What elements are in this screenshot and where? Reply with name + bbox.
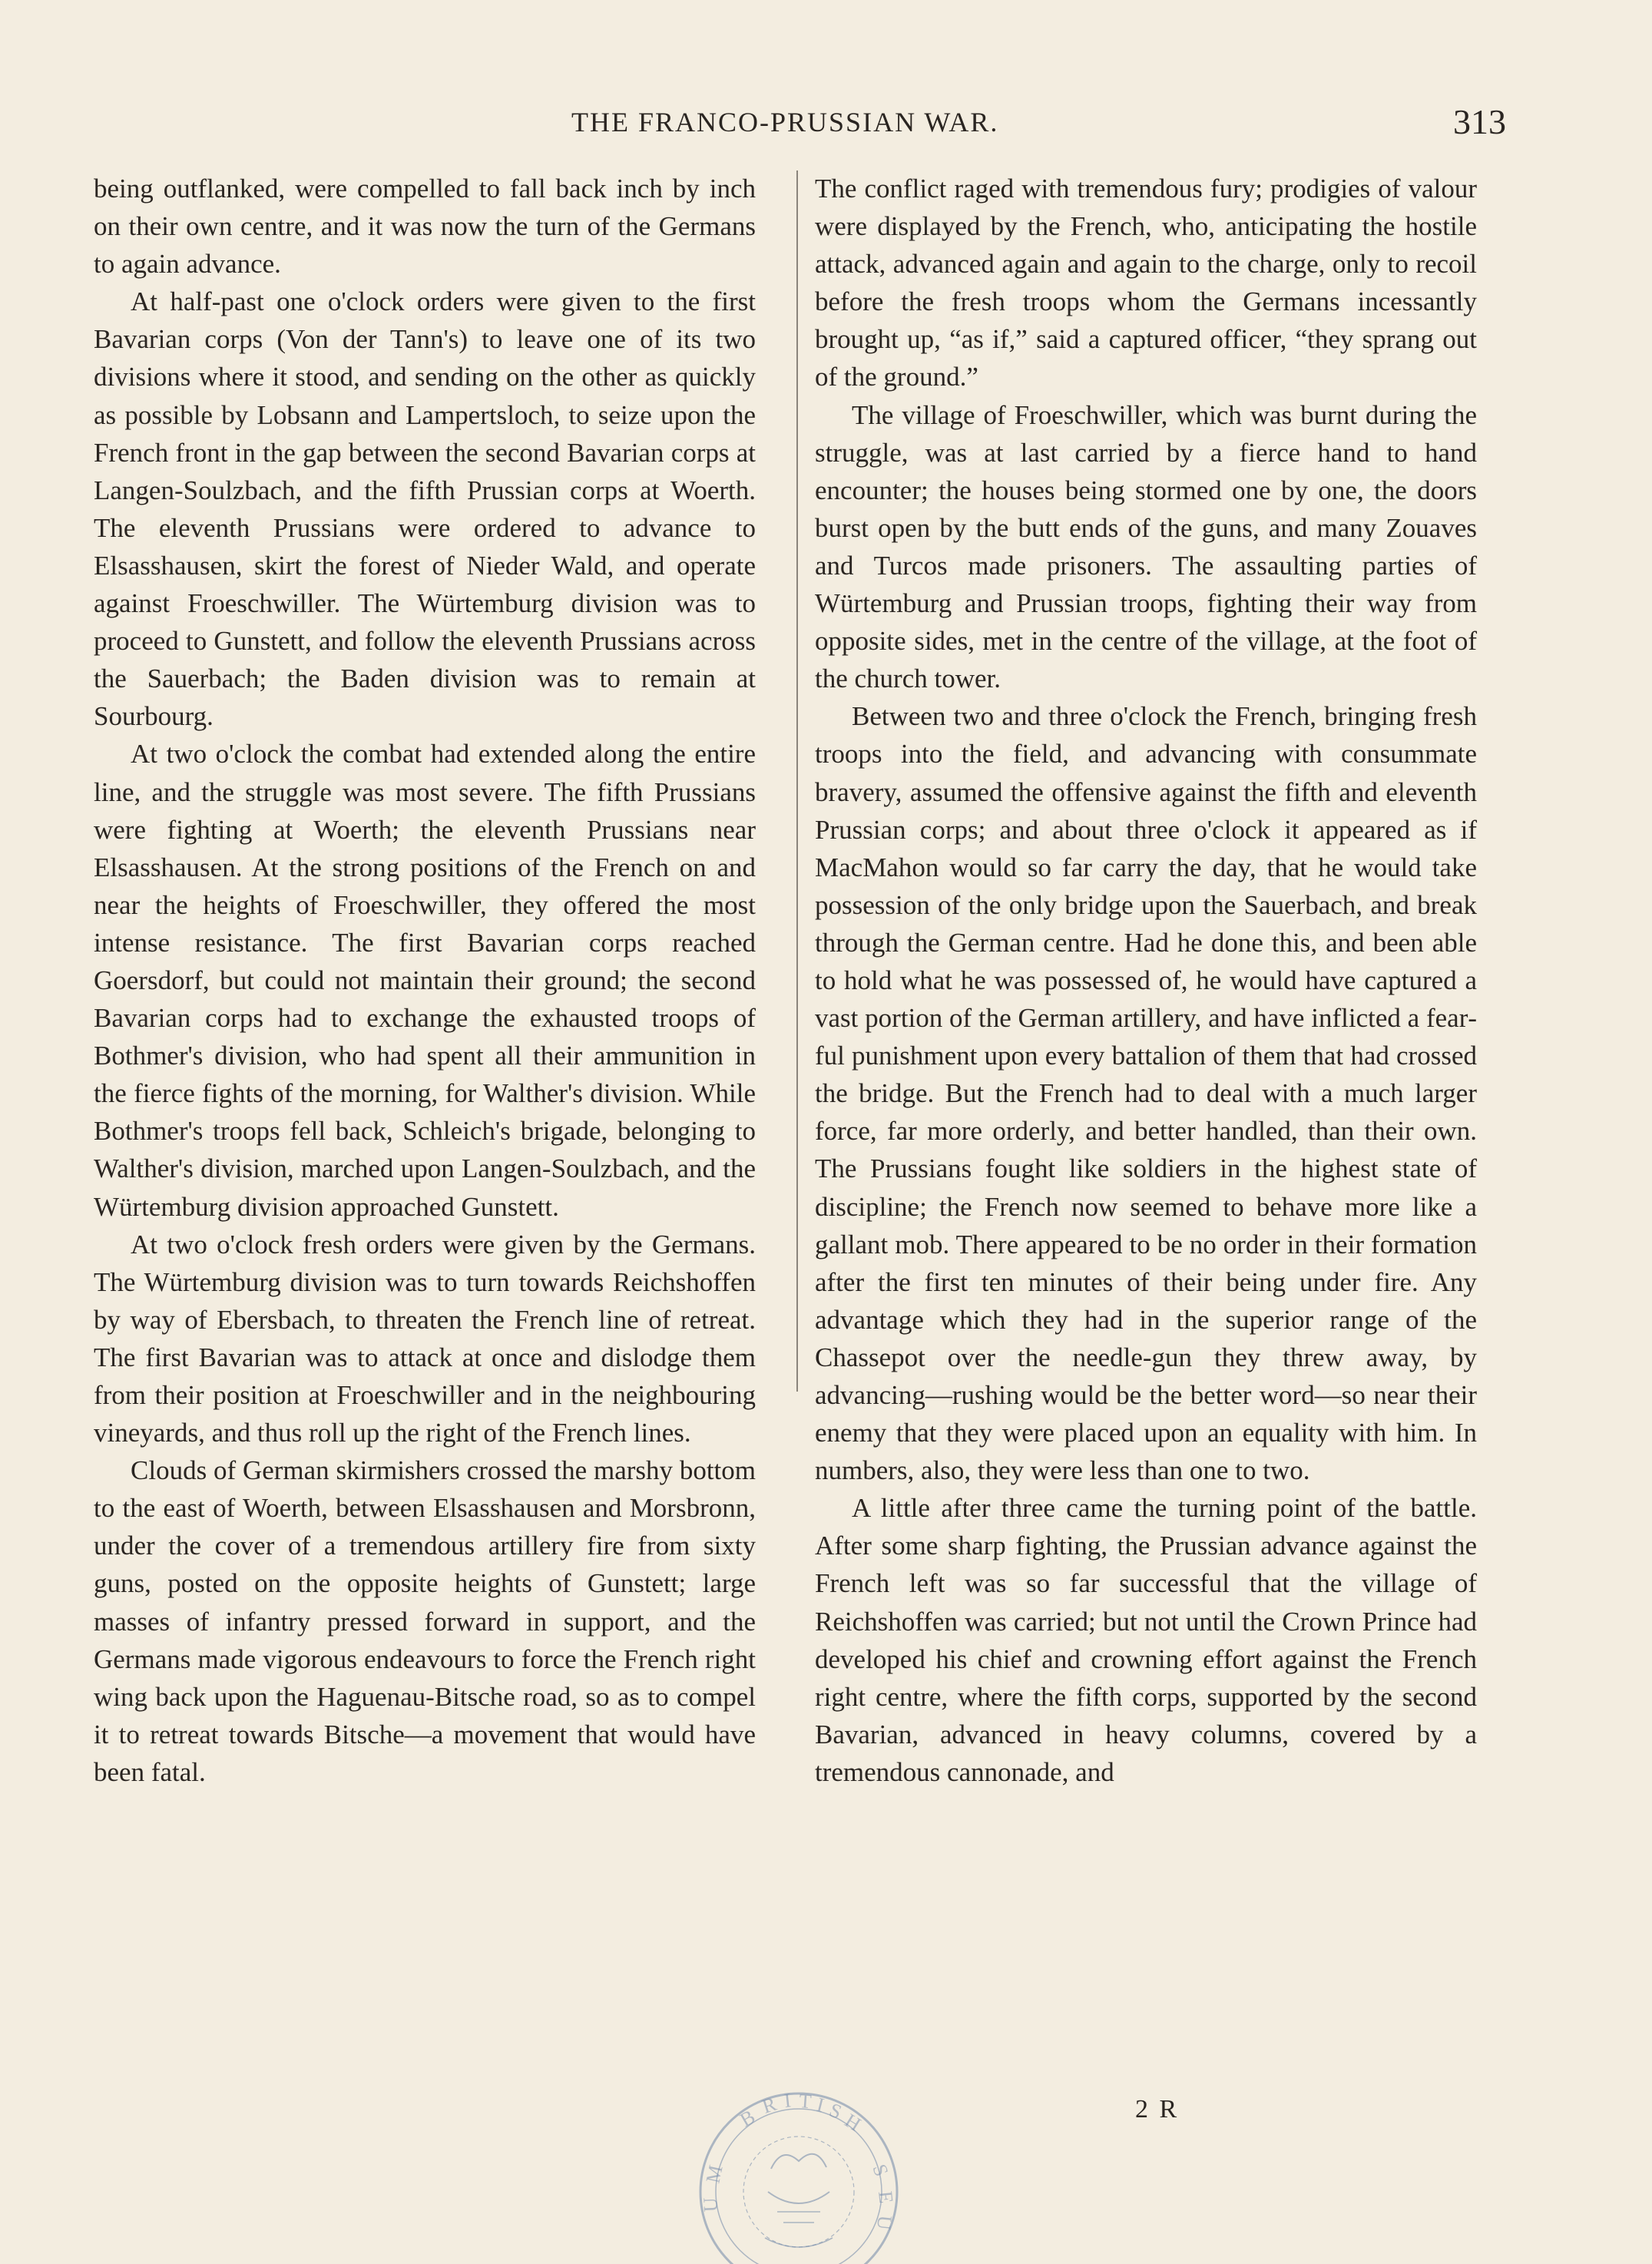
svg-text:H: H (840, 2109, 866, 2137)
svg-text:T: T (798, 2090, 813, 2113)
svg-text:M: M (701, 2163, 727, 2186)
paragraph: At half-past one o'clock orders were given to the first Bavarian corps (Von der Tann's) to leave one of its two divisions where it stood, and sending on the other as quickly as possible by Lobsann and Lampertsloch, to seize upon the French front in the gap between the second Bavarian corps at Langen-Soulzbach, and the fifth Prussian corps at Woerth. The eleventh Prussians were ordered to advance to Elsasshausen, skirt the forest of Nieder Wald, and operate against Froeschwiller. The Würtemburg division was to proceed to Gunstett, and follow the eleventh Prussians across the Sauerbach; the Baden division was to remain at Sourbourg. (94, 286, 756, 732)
paragraph: At two o'clock the combat had extended along the entire line, and the struggle was most severe. The fifth Prussians were fighting at Woerth; the eleventh Prussians near Elsasshausen. At the strong positions of the French on and near the heights of Froeschwiller, they offered the most intense resistance. The first Bavarian corps reached Goersdorf, but could not maintain their ground; the second Bavarian corps had to exchange the exhausted troops of Bothmer's division, who had spent all their ammunition in the fierce fights of the morning, for Walther's division. While Bothmer's troops fell back, Schleich's brigade, belonging to Walther's division, marched upon Langen-Soulzbach, and the Würtemburg division approached Gunstett. (94, 739, 756, 1222)
museum-stamp (691, 2077, 906, 2264)
svg-text:R: R (759, 2092, 780, 2118)
paragraph: Between two and three o'clock the French, bringing fresh troops into the field, and advancing with consummate bravery, assumed the offensive against the fifth and eleventh Prussian corps; and about three o'clock it appeared as if MacMahon would so far carry the day, that he would take possession of the only bridge upon the Sauerbach, and break through the German centre. Had he done this, and been able to hold what he was possessed of, he would have captured a vast portion of the German artillery, and have inflicted a fearful punishment upon every battalion of them that had crossed the bridge. But the French had to deal with a much larger force, far more orderly, and better handled, than their own. The Prussians fought like soldiers in the highest state of discipline; the French now seemed to behave more like a gallant mob. There appeared to be no order in their formation after the first ten minutes of their being under fire. Any advantage which they had in the superior range of the Chassepot over the needle-gun they threw away, by advancing—rushing would be the better word—so near their enemy that they were placed upon an equality with him. In numbers, also, they were less than one to two. (815, 701, 1477, 1486)
svg-text:E: E (874, 2190, 898, 2205)
paragraph: The village of Froeschwiller, which was burnt during the struggle, was at last carried by a fierce hand to hand encounter; the houses being stormed one by one, the doors burst open by the butt ends of the guns, and many Zouaves and Turcos made prisoners. The assaulting parties of Würtemburg and Prussian troops, fighting their way from opposite sides, met in the centre of the village, at the foot of the church tower. (815, 399, 1477, 694)
svg-text:U: U (872, 2214, 896, 2232)
svg-text:S: S (826, 2098, 846, 2123)
signature-mark: 2 R (1135, 2095, 1180, 2123)
svg-text:S: S (868, 2161, 893, 2180)
page-number: 313 (1453, 102, 1506, 141)
left-column (94, 170, 756, 1791)
paragraph: At two o'clock fresh orders were given by the Germans. The Würtemburg division was to turn towards Reichshoffen by way of Ebersbach, to threaten the French line of retreat. The first Bavarian was to attack at once and dislodge them from their position at Froeschwiller and in the neighbouring vineyards, and thus roll up the right of the French lines. (94, 1229, 756, 1448)
svg-text:U: U (699, 2197, 722, 2213)
paragraph: being outflanked, were compelled to fall back inch by inch on their own centre, and it was now the turn of the Germans to again advance. (94, 174, 756, 280)
right-column (815, 170, 1477, 1791)
column-divider (796, 170, 798, 1392)
paragraph: The conflict raged with tremendous fury; prodigies of valour were displayed by the French, who, anticipating the hostile attack, advanced again and again to the charge, only to recoil before the fresh troops whom the Germans incessantly brought up, “as if,” said a captured officer, “they sprang out of the ground.” (815, 174, 1477, 392)
paragraph: A little after three came the turning point of the battle. After some sharp fighting, the Prussian advance against the French left was so far successful that the village of Reichshoffen was carried; but not until the Crown Prince had developed his chief and crowning effort against the French right centre, where the fifth corps, supported by the second Bavarian, advanced in heavy columns, covered by a tremendous cannonade, and (815, 1493, 1477, 1787)
stamp-icon (691, 2077, 906, 2264)
paragraph: Clouds of German skirmishers crossed the marshy bottom to the east of Woerth, between Elsasshausen and Morsbronn, under the cover of a tremendous artillery fire from sixty guns, posted on the opposite heights of Gunstett; large masses of infantry pressed forward in support, and the Germans made vigorous endeavours to force the French right wing back upon the Haguenau-Bitsche road, so as to compel it to retreat towards Bitsche—a movement that would have been fatal. (94, 1455, 756, 1787)
svg-text:B: B (736, 2105, 760, 2132)
running-head (0, 102, 1652, 152)
svg-text:I: I (814, 2093, 826, 2117)
running-title: THE FRANCO-PRUSSIAN WAR. (571, 107, 999, 137)
svg-text:I: I (783, 2089, 793, 2112)
